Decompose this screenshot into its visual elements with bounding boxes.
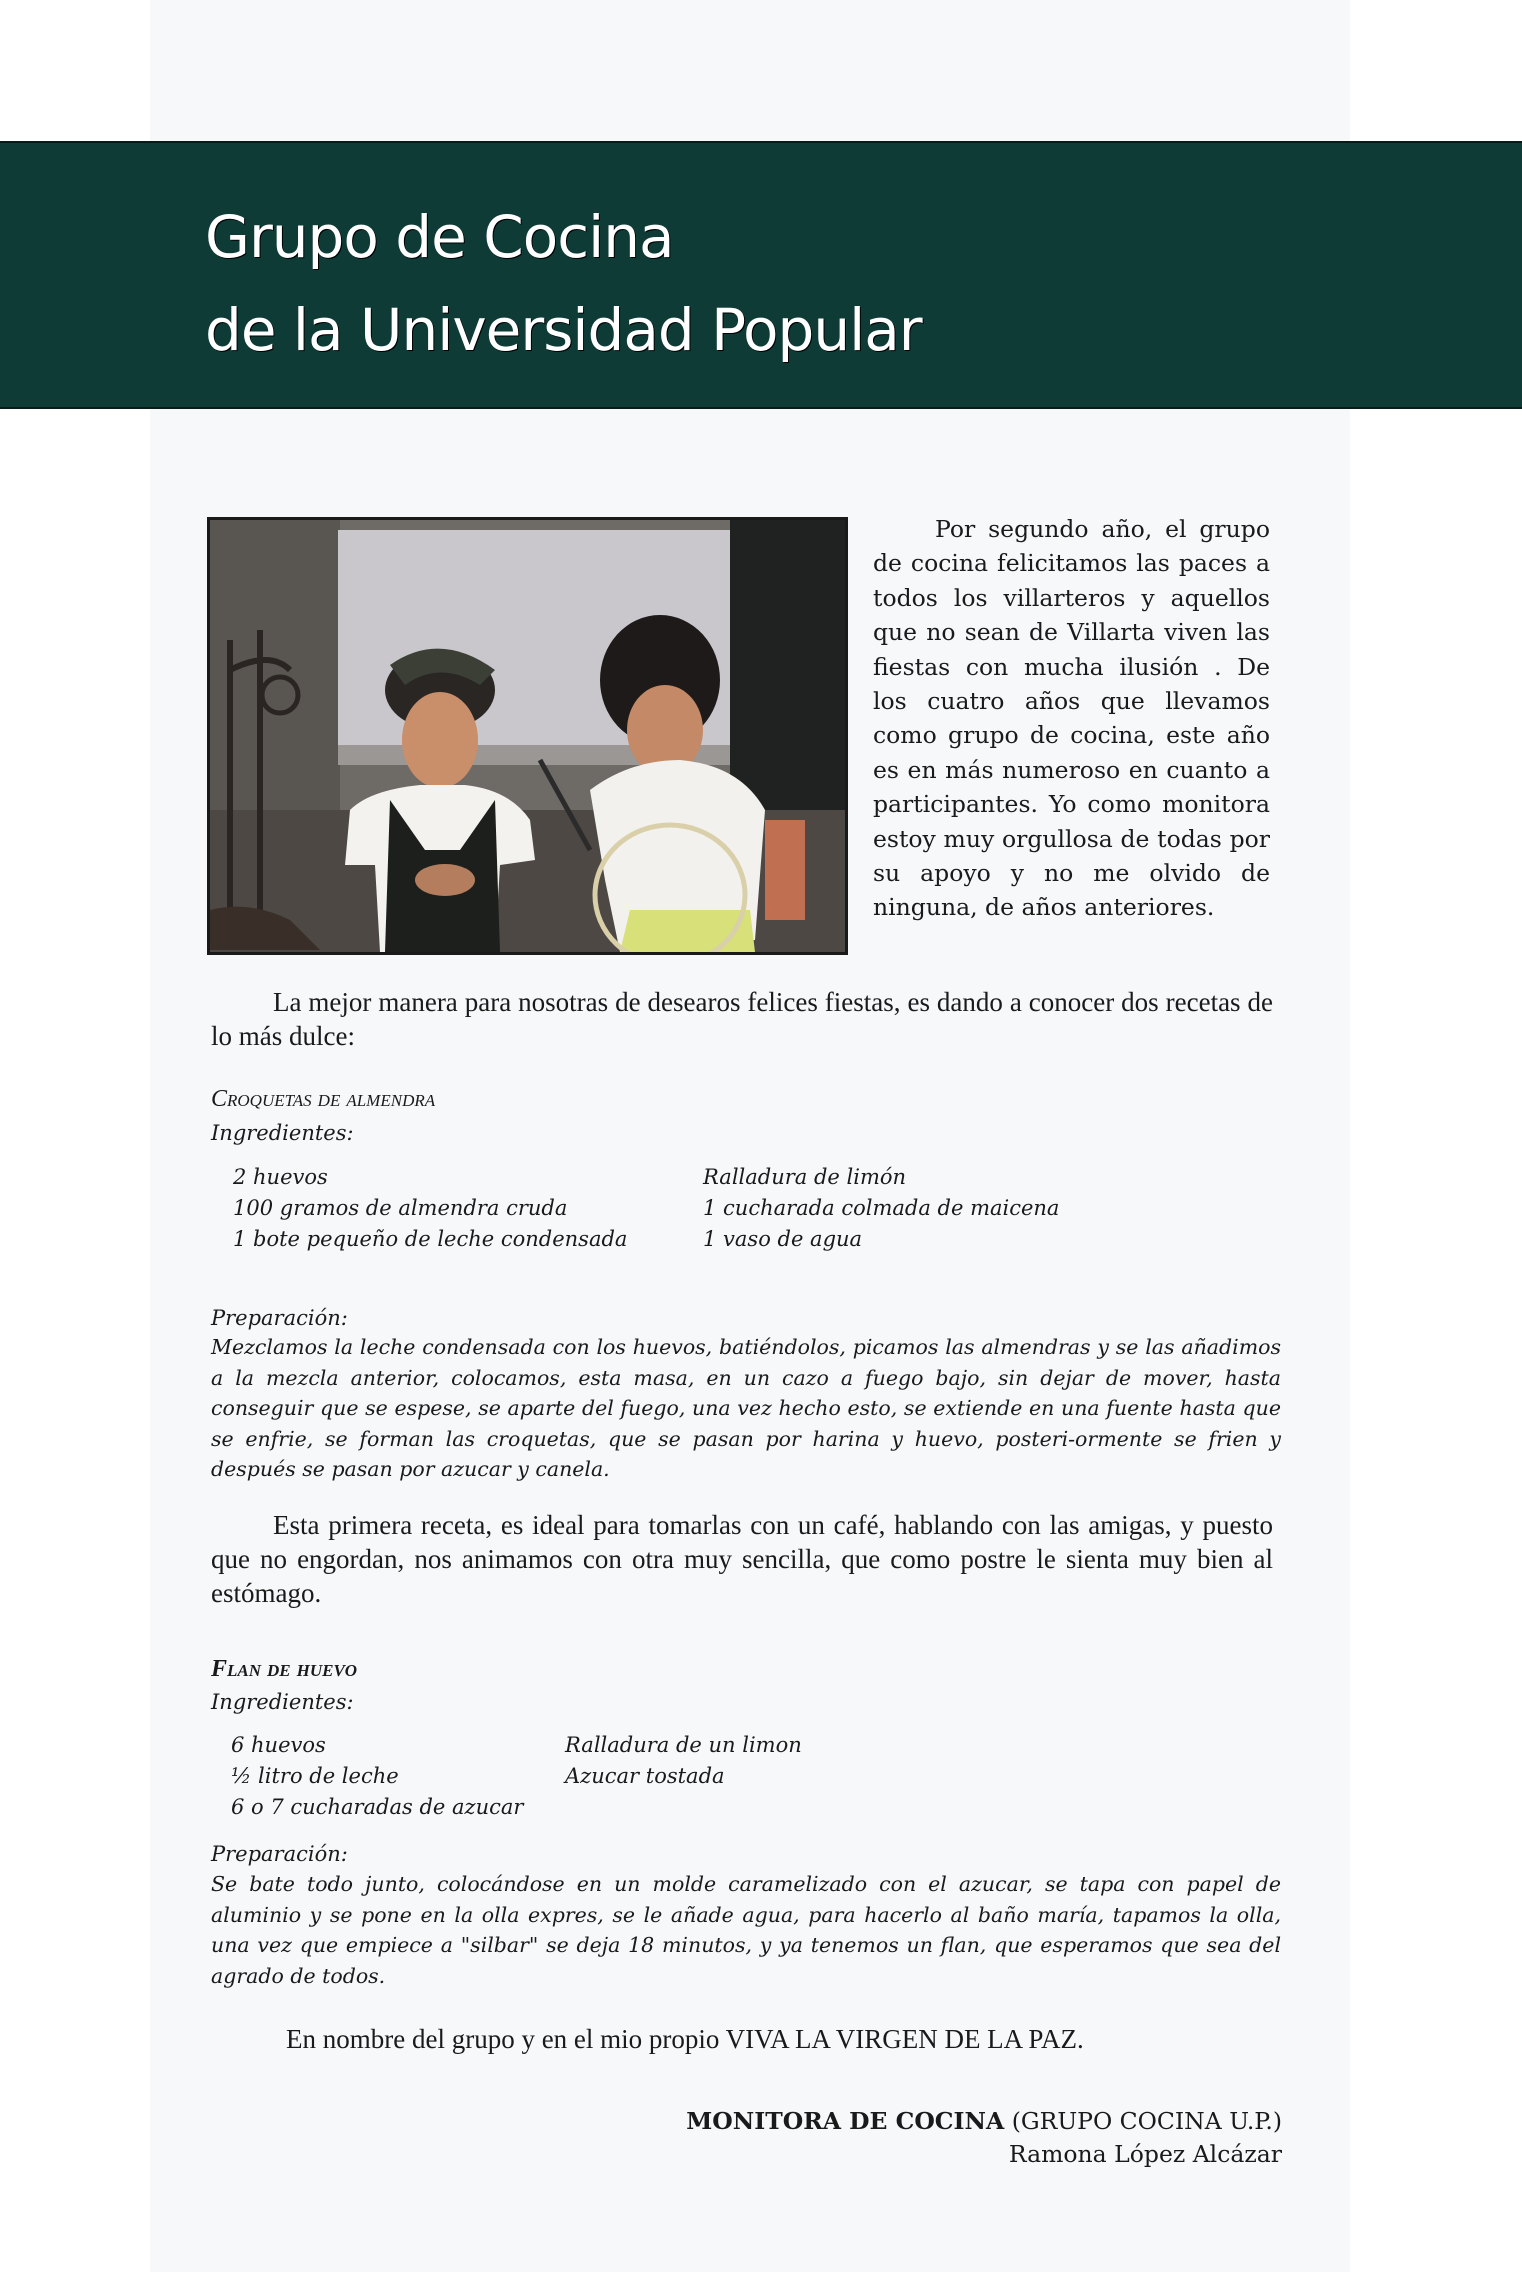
ingredient-item: 6 o 7 cucharadas de azucar [231, 1795, 524, 1819]
ingredient-item: 6 huevos [231, 1733, 326, 1757]
ingredients-list-right [565, 1730, 802, 1792]
ingredients-list-left [231, 1730, 523, 1823]
ingredient-item: 2 huevos [233, 1165, 328, 1189]
page-title [205, 191, 922, 377]
intro-paragraph: Por segundo año, el grupo de cocina felicitamos las paces a todos los villarteros y aquellos que no sean de Villarta viven las fiestas con mucha ilusión . De los cuatro años que llevamos como grupo de cocina, este año es en más numeroso en cuanto a participantes. Yo como monitora estoy muy orgullosa de todas por su apoyo y no me olvido de ninguna, de años anteriores. [873, 515, 1270, 922]
ingredient-item: Azucar tostada [565, 1764, 725, 1788]
ingredient-item: Ralladura de limón [703, 1165, 907, 1189]
signature-role-line [686, 2105, 1282, 2138]
photograph-two-women-icon [210, 520, 845, 952]
page-title-line-1: Grupo de Cocina [205, 203, 674, 271]
ingredient-item: 1 bote pequeño de leche condensada [233, 1227, 628, 1251]
signature-block [686, 2105, 1282, 2171]
ingredient-item: ½ litro de leche [231, 1764, 399, 1788]
preparation-label: Preparación: [211, 1306, 348, 1330]
preparation-text: Se bate todo junto, colocándose en un molde caramelizado con el azucar, se tapa con papel de aluminio y se pone en la olla expres, se le añade agua, para hacerlo al baño maría, tapamos la olla, una vez que empiece a "silbar" se deja 18 minutos, y ya tenemos un flan, que esperamos que sea del agrado de todos. [211, 1872, 1281, 1988]
closing-paragraph: En nombre del grupo y en el mio propio VIVA LA VIRGEN DE LA PAZ. [286, 2024, 1084, 2054]
signature-group: (GRUPO COCINA U.P.) [1011, 2107, 1282, 2135]
ingredients-label: Ingredientes: [211, 1121, 354, 1145]
preparation-label: Preparación: [211, 1842, 348, 1866]
middle-paragraph: Esta primera receta, es ideal para tomarlas con un café, hablando con las amigas, y puesto que no engordan, nos animamos con otra muy sencilla, que como postre le sienta muy bien al estómago. [211, 1510, 1273, 1608]
ingredients-label: Ingredientes: [211, 1690, 354, 1714]
title-banner [0, 141, 1522, 409]
recipe-title: Flan de huevo [211, 1656, 358, 1682]
group-photo [207, 517, 848, 955]
ingredient-item: 1 vaso de agua [703, 1227, 863, 1251]
signature-name: Ramona López Alcázar [1008, 2140, 1282, 2168]
preparation-text: Mezclamos la leche condensada con los huevos, batiéndolos, picamos las almendras y se las añadimos a la mezcla anterior, colocamos, esta masa, en un cazo a fuego bajo, sin dejar de mover, hasta conseguir que se espese, se aparte del fuego, una vez hecho esto, se extiende en una fuente hasta que se enfrie, se forman las croquetas, que se pasan por harina y huevo, posteri-ormente se frien y después se pasan por azucar y canela. [211, 1335, 1281, 1481]
recipe-title: Croquetas de almendra [211, 1086, 436, 1112]
page-title-line-2: de la Universidad Popular [205, 296, 922, 364]
ingredient-item: Ralladura de un limon [565, 1733, 802, 1757]
lead-paragraph: La mejor manera para nosotras de desearos felices fiestas, es dando a conocer dos recetas de lo más dulce: [211, 987, 1273, 1051]
signature-role: MONITORA DE COCINA [686, 2107, 1005, 2135]
ingredient-item: 1 cucharada colmada de maicena [703, 1196, 1060, 1220]
ingredients-list-right [703, 1162, 1059, 1255]
ingredients-list-left [233, 1162, 627, 1255]
ingredient-item: 100 gramos de almendra cruda [233, 1196, 568, 1220]
